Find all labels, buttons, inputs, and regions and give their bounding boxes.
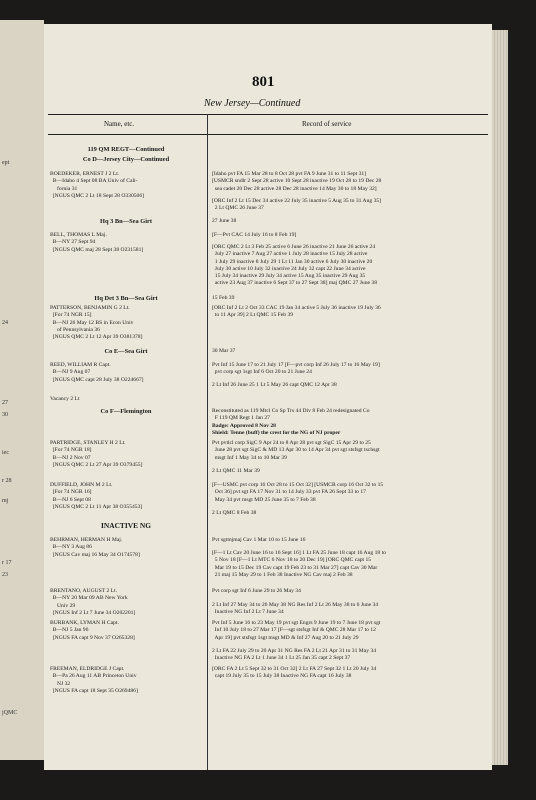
text-line: 119 QM REGT—Continued (87, 146, 165, 153)
text-line: [F—1 Lt Cav 20 June 16 to 16 Sept 16] 1 Lt FA 25 June 18 capt 16 Aug 18 to (212, 550, 386, 556)
text-line: Hq 3 Bn—Sea Girt (99, 218, 153, 225)
text-line: [NGUS Cav maj 16 May 34 O174578] (50, 551, 140, 558)
officer-entry (50, 482, 202, 511)
text-line: [NGUS QMC 2 Lt 12 Apr 39 O381378] (50, 334, 143, 341)
text-line: FREEMAN, ELDRIDGE J Capt. (50, 666, 125, 672)
text-line: msgt Inf 1 May 34 to 10 Mar 39 (212, 454, 287, 461)
officer-entry (50, 305, 202, 341)
text-line: Pvt Inf 5 June 16 to 23 May 19 pvt sgt Engrs 9 June 19 to 7 June 18 pvt sgt (212, 620, 381, 626)
text-line: of Pennsylvania 36 (50, 326, 100, 333)
service-record (212, 295, 488, 302)
header-rule (48, 134, 488, 135)
left-page-fragment: ept (2, 160, 10, 166)
text-line: Mar 19 to 15 Dec 19 Cav capt 19 Feb 23 to 31 Mar 27] capt Cav 30 Mar (212, 564, 378, 571)
text-line: 2 Lt FA 22 July 29 to 20 Apr 31 NG Res FA 2 Lt 21 Apr 31 to 31 May 34 (212, 648, 377, 654)
text-line: B—NY 20 Mar 09 AB New York (50, 595, 128, 602)
text-line: B—Pa 26 Aug 11 AB Princeton Univ (50, 673, 137, 680)
left-page-fragment: 27 (2, 400, 8, 406)
text-line: BURBANK, LYMAN H Capt. (50, 620, 119, 626)
text-line: Shield: Tenne (buff) the crest for the NG of NJ proper (212, 429, 341, 436)
text-line: 2 Lt Inf 26 June 25 1 Lt 5 May 26 capt QMC 12 Apr 38 (212, 382, 337, 388)
text-line: INACTIVE NG (101, 521, 151, 530)
text-line: BELL, THOMAS L Maj. (50, 232, 107, 238)
text-line: PARTRIDGE, STANLEY H 2 Lt. (50, 440, 126, 446)
text-line: June 28 pvt sgt SigC & MD 13 Apr 30 to 14 Apr 34 pvt sgt stsfsgt tschsgt (212, 447, 380, 454)
text-line: Badge: Approved 8 Nov 28 (212, 422, 276, 429)
text-line: B—NY 27 Sept 94 (50, 239, 96, 246)
text-line: Pvt pvtlcl corp SigC 9 Apr 24 to 8 Apr 28 pvt sgt SigC 15 Apr 29 to 25 (212, 440, 371, 446)
text-line: DUFFIELD, JOHN M 2 Lt. (50, 482, 113, 488)
service-record (212, 362, 488, 377)
text-line: July 30 active 10 July 32 inactive 24 July 32 capt 22 June 34 active (212, 265, 366, 272)
text-line: [NGUS QMC 2 Lt 27 Apr 39 O379455] (50, 461, 143, 468)
text-line: fornia 31 (50, 185, 78, 192)
text-line: Co E—Sea Girt (104, 348, 148, 355)
text-line: [For 74 NGR 15] (50, 312, 92, 319)
text-line: B—NJ 6 Sept 08 (50, 496, 91, 503)
unit-heading (50, 146, 202, 153)
officer-entry (50, 537, 202, 559)
text-line: F 119 QM Regt 1 Jan 27 (212, 415, 270, 422)
officer-entry (50, 232, 202, 254)
text-line: [NGUS QMC maj 28 Sept 38 O231581] (50, 246, 144, 253)
text-line: active 23 Aug 37 inactive 6 Sept 37 to 27 Sept 38] maj QMC 27 June 38 (212, 280, 377, 287)
text-line: 2 Lt QMC 8 Feb 38 (212, 510, 257, 516)
text-line: Oct 36] pvt sgt FA 17 Nov 31 to 14 July 33 pvt FA 26 Sept 33 to 17 (212, 489, 366, 496)
unit-heading (50, 295, 202, 302)
text-line: PATTERSON, BENJAMIN G 2 Lt. (50, 305, 130, 311)
service-record (212, 348, 488, 355)
unit-heading (50, 218, 202, 225)
text-line: B—NY 3 Aug 86 (50, 544, 92, 551)
officer-entry (50, 440, 202, 469)
text-line: B—NJ 5 Jan 96 (50, 627, 89, 634)
text-line: 2 Lt Inf 27 May 34 to 26 May 38 NG Res Inf 2 Lt 26 May 38 to 6 June 34 (212, 602, 379, 608)
text-line: Pvt sgtmjmaj Cav 1 Mar 10 to 15 June 16 (212, 537, 306, 543)
text-line: sea cadet 20 Dec 28 active 28 Dec 28 inactive 14 May 30 to 18 May 32] (212, 185, 377, 192)
text-line: [Idaho pvt FA 15 Mar 28 to 8 Oct 28 pvt FA 9 June 31 to 11 Sept 31] (212, 171, 367, 177)
column-header-name: Name, etc. (104, 120, 135, 128)
text-line: 1 July 29 inactive 8 July 29 1 Lt 11 Jan 30 active 6 July 30 inactive 20 (212, 258, 373, 265)
service-record (212, 171, 488, 193)
text-line: [NGUS FA capt 18 Sept 35 O269486] (50, 687, 138, 694)
column-header-record: Record of service (302, 120, 352, 128)
column-divider (207, 114, 208, 770)
left-page-fragment: mj (2, 498, 9, 504)
officer-entry (50, 588, 202, 617)
officer-entry (50, 620, 202, 642)
text-line: Inactive NG FA 2 Lt 1 June 34 1 Lt 25 Jan 35 capt 2 Sept 37 (212, 655, 351, 662)
text-line: [F—Pvt CAC 14 July 16 to 8 Feb 19] (212, 232, 297, 238)
text-line: July 27 inactive 7 Aug 27 active 1 July 28 inactive 15 July 28 active (212, 251, 368, 258)
text-line: Reconstituted as 119 Mtcl Co Sp Trs 44 Div 8 Feb 24 redesignated Co (212, 408, 370, 414)
unit-heading (50, 522, 202, 529)
unit-heading (50, 408, 202, 415)
officer-entry (50, 396, 202, 403)
text-line: Pvt Inf 15 June 17 to 21 July 17 [F—pvt corp Inf 26 July 17 to 16 May 19] (212, 362, 380, 368)
page-stack-edge (492, 30, 508, 765)
page-title: New Jersey—Continued (204, 98, 301, 109)
service-record (212, 648, 488, 663)
top-rule (48, 114, 488, 115)
service-record (212, 510, 488, 517)
text-line: 30 Mar 37 (212, 348, 236, 354)
officer-entry (50, 362, 202, 384)
text-line: [NGUS QMC capt 28 July 38 O224667] (50, 376, 144, 383)
text-line: Vacancy 2 Lt (50, 396, 80, 402)
text-line: 15 Feb 39 (212, 295, 235, 301)
service-record (212, 482, 488, 504)
text-line: Inf 10 July 18 to 27 Mar 17 [F—sgt stsfsgt Inf & QMC 28 Mar 17 to 12 (212, 627, 376, 634)
service-record (212, 468, 488, 475)
service-record (212, 232, 488, 239)
service-record (212, 198, 488, 213)
service-record (212, 588, 488, 595)
text-line: pvt corp sgt 1sgt Inf 6 Oct 20 to 21 June 24 (212, 369, 312, 376)
text-line: Co D—Jersey City—Continued (82, 156, 170, 163)
text-line: Hq Det 3 Bn—Sea Girt (94, 295, 158, 302)
unit-heading (50, 348, 202, 355)
text-line: 5 Nov 18 [F—1 Lt MTC 6 Nov 18 to 20 Dec 19] [ORC QMC capt 15 (212, 557, 372, 564)
service-record (212, 620, 488, 642)
left-page-fragment: 24 (2, 320, 8, 326)
left-page-fragment: 23 (2, 572, 8, 578)
text-line: BRENTANO, AUGUST 2 Lt. (50, 588, 118, 594)
text-line: [ORC QMC 2 Lt 3 Feb 25 active 6 June 26 inactive 21 June 26 active 24 (212, 244, 376, 250)
service-record (212, 666, 488, 681)
text-line: 21 maj 15 May 29 to 1 Feb 38 Inactive NG Cav maj 2 Feb 38 (212, 571, 353, 578)
text-line: [USMCR sndlr 2 Sept 28 active 10 Sept 28 inactive 19 Oct 28 to 19 Dec 28 (212, 178, 382, 185)
text-line: [NGUS Inf 2 Lt 7 June 34 O202201] (50, 609, 136, 616)
text-line: REED, WILLIAM R Capt. (50, 362, 111, 368)
left-page-fragment: 30 (2, 412, 8, 418)
text-line: [ORC Inf 2 Lt 2 Oct 33 CAC 19 Jan 34 active 5 July 36 inactive 19 July 36 (212, 305, 381, 311)
text-line: BEHRMAN, HERMAN H Maj. (50, 537, 123, 543)
text-line: B—NJ 2 Nov 07 (50, 454, 91, 461)
unit-heading (50, 156, 202, 163)
text-line: NJ 32 (50, 680, 71, 687)
text-line: 15 July 34 inactive 29 July 34 active 15 Aug 35 inactive 29 Aug 35 (212, 273, 366, 280)
page-number: 801 (252, 74, 275, 90)
text-line: [NGUS QMC 2 Lt 11 Apr 38 O355453] (50, 503, 143, 510)
text-line: Inactive NG Inf 2 Lt 7 June 34 (212, 609, 284, 616)
left-page-fragment: jQMC (2, 710, 18, 716)
text-line: B—NJ 9 Aug 07 (50, 369, 91, 376)
text-line: Pvt corp sgt Inf 6 June 29 to 26 May 34 (212, 588, 301, 594)
service-record (212, 244, 488, 288)
left-page-edge (0, 20, 44, 760)
service-record (212, 408, 488, 437)
text-line: 2 Lt QMC 26 June 37 (212, 205, 264, 212)
text-line: [NGUS FA capt 9 Nov 37 O265328] (50, 634, 135, 641)
text-line: Univ 29 (50, 602, 76, 609)
text-line: [ORC Inf 2 Lt 15 Dec 34 active 22 July 35 inactive 5 Aug 35 to 31 Aug 35] (212, 198, 382, 204)
text-line: B—NJ 26 May 12 BS in Econ Univ (50, 319, 134, 326)
service-record (212, 537, 488, 544)
service-record (212, 440, 488, 462)
text-line: [For 74 NGR 16] (50, 489, 92, 496)
left-page-fragment: r 28 (2, 478, 12, 484)
officer-entry (50, 666, 202, 695)
left-page-fragment: r 17 (2, 560, 12, 566)
text-line: May 34 pvt msgt MD 25 June 35 to 7 Feb 38 (212, 496, 316, 503)
text-line: [NGUS QMC 2 Lt 18 Sept 28 O330506] (50, 192, 145, 199)
text-line: [ORC FA 2 Lt 5 Sept 32 to 31 Oct 32] 2 Lt FA 27 Sept 32 1 Lt 20 July 34 (212, 666, 377, 672)
service-record (212, 218, 488, 225)
service-record (212, 602, 488, 617)
service-record (212, 382, 488, 389)
text-line: BOEDEKER, ERNEST J 2 Lt. (50, 171, 120, 177)
text-line: [F—USMC pvt corp 16 Oct 28 to 15 Oct 32] [USMCR corp 16 Oct 32 to 15 (212, 482, 384, 488)
text-line: B—Idaho 4 Sept 08 BA Univ of Cali- (50, 178, 138, 185)
text-line: 27 June 38 (212, 218, 237, 224)
service-record (212, 550, 488, 579)
text-line: Apr 19] pvt stsfsgt 1sgt msgt MD & Inf 27 Aug 20 to 21 July 29 (212, 634, 359, 641)
document-page (44, 24, 492, 770)
text-line: to 11 Apr 39] 2 Lt QMC 15 Feb 39 (212, 312, 294, 319)
officer-entry (50, 171, 202, 200)
text-line: capt 19 July 35 to 15 July 38 Inactive NG FA capt 16 July 38 (212, 673, 352, 680)
text-line: [For 74 NGR 18] (50, 447, 92, 454)
service-record (212, 305, 488, 320)
text-line: 2 Lt QMC 11 Mar 39 (212, 468, 260, 474)
left-page-fragment: iec (2, 450, 9, 456)
text-line: Co F—Flemington (100, 408, 152, 415)
